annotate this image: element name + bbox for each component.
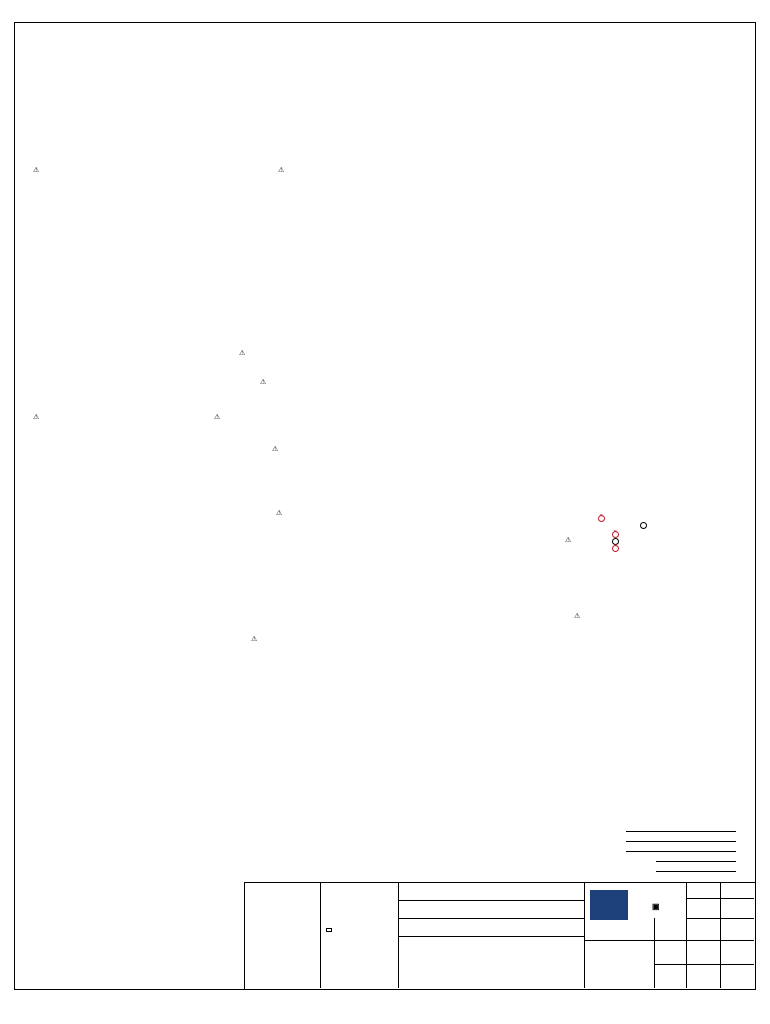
location-value — [656, 861, 736, 862]
state-value — [626, 831, 736, 832]
revision-triangle-icon: ⚠ — [33, 167, 40, 174]
other-checkbox[interactable] — [640, 522, 647, 529]
project-info — [598, 826, 736, 876]
submitted-for-approval — [326, 928, 332, 932]
revision-triangle-icon: ⚠ — [260, 379, 267, 386]
revision-triangle-icon: ⚠ — [276, 510, 283, 517]
ky-pe-checkbox[interactable] — [612, 545, 619, 552]
revision-triangle-icon: ⚠ — [239, 350, 246, 357]
revision-triangle-icon: ⚠ — [214, 414, 221, 421]
revision-triangle-icon: ⚠ — [565, 537, 572, 544]
no-exceptions-checkbox[interactable] — [612, 531, 619, 538]
bridge-value — [626, 851, 736, 852]
shop-drawing-checkbox[interactable] — [598, 515, 605, 522]
county-value — [626, 841, 736, 842]
revision-triangle-icon: ⚠ — [574, 613, 581, 620]
revision-triangle-icon: ⚠ — [278, 167, 285, 174]
submittal-stamp — [598, 515, 748, 555]
revision-triangle-icon: ⚠ — [272, 446, 279, 453]
revision-triangle-icon: ⚠ — [251, 636, 258, 643]
revision-triangle-icon: ⚠ — [33, 414, 40, 421]
wba-product-value — [656, 871, 736, 872]
basf-logo: ▣ — [652, 902, 660, 911]
wba-logo — [590, 890, 628, 920]
